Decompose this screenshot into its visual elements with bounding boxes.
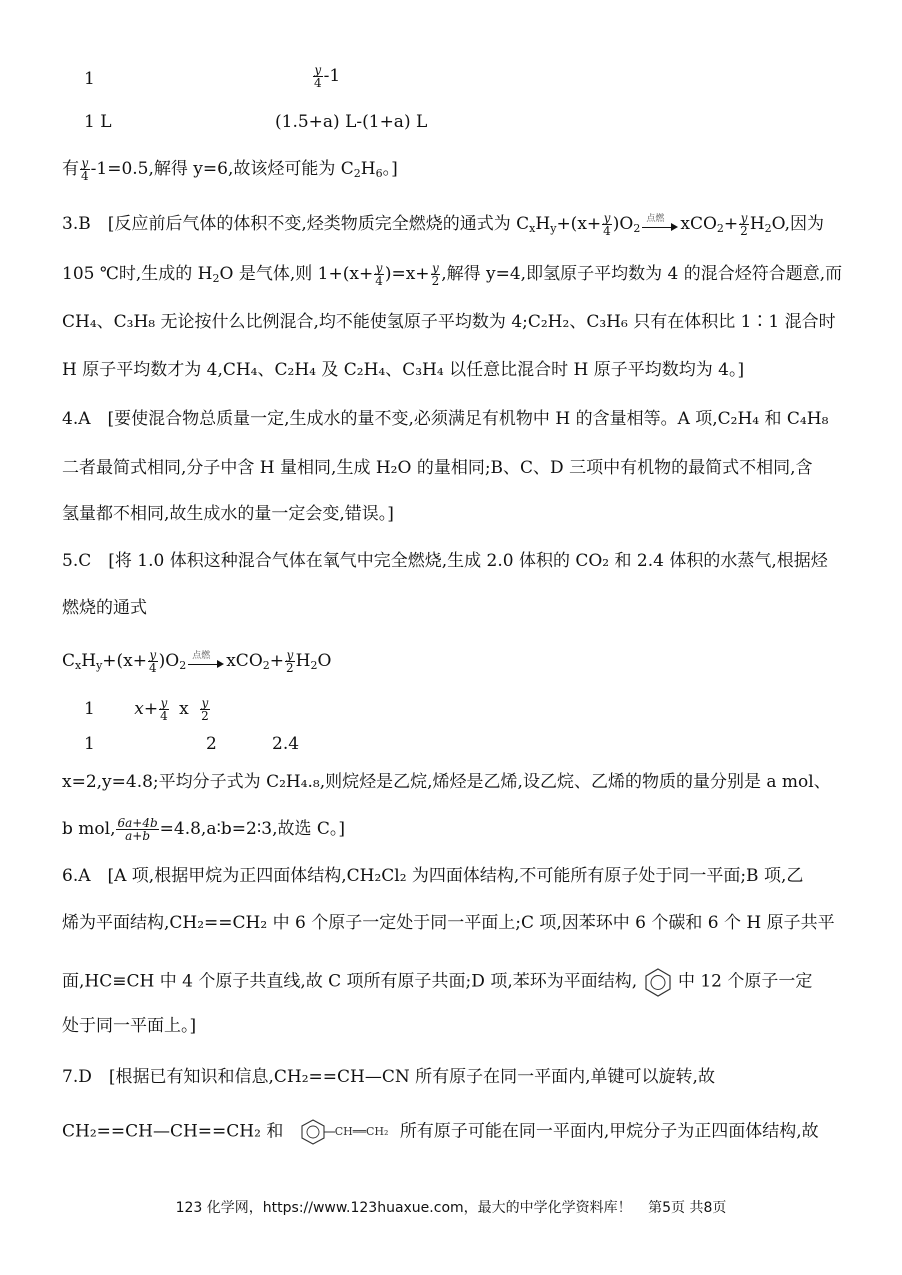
equation: $C_xH_y+(x+$ $\frac{y}{4}$ )$O_2$ 点燃 xCO$_2$+ $\frac{y}{2}$ $H_2O$ [62, 648, 332, 675]
reaction-arrow: 点燃 [642, 218, 678, 232]
table-row: 2.4 [272, 734, 300, 754]
paragraph-line: x=2,y=4.8;平均分子式为 C₂H₄.₈,则烷烃是乙烷,烯烃是乙烯,设乙烷、乙烯的物质的量分别是 a mol、 [62, 772, 831, 792]
benzene-ring-icon [643, 967, 673, 997]
paragraph-line: 3.B [反应前后气体的体积不变,烃类物质完全燃烧的通式为 $C_xH_y+(x+$ $\frac{y}{4}$ )$O_2$ 点燃 xCO$_2$+ $\frac{y}{2}$ $H_2O$,因为 [62, 211, 824, 238]
footer-site: 123 化学网，https://www.123huaxue.com，最大的中学化学资料库！ [175, 1200, 632, 1216]
paragraph-line: H 原子平均数才为 4,CH₄、C₂H₄ 及 C₂H₄、C₃H₄ 以任意比混合时 H 原子平均数均为 4。] [62, 360, 745, 380]
paragraph-line: 6.A [A 项,根据甲烷为正四面体结构,CH₂Cl₂ 为四面体结构,不可能所有原子处于同一平面;B 项,乙 [62, 866, 804, 886]
fraction: $\frac{y}{4}$ [314, 63, 322, 90]
paragraph-line: CH₄、C₃H₈ 无论按什么比例混合,均不能使氢原子平均数为 4;C₂H₂、C₃H₆ 只有在体积比 1∶1 混合时 [62, 312, 836, 332]
page-footer [0, 1197, 902, 1217]
page-number: 第5页 共8页 [648, 1200, 727, 1216]
paragraph-line: 面,HC≡CH 中 4 个原子共直线,故 C 项所有原子共面;D 项,苯环为平面结构, 中 12 个原子一定 [62, 967, 812, 997]
paragraph-line: 5.C [将 1.0 体积这种混合气体在氧气中完全燃烧,生成 2.0 体积的 CO₂ 和 2.4 体积的水蒸气,根据烃 [62, 551, 828, 571]
benzene-ring-icon [295, 1118, 335, 1146]
reaction-arrow: 点燃 [188, 655, 224, 669]
table-row [84, 68, 95, 90]
paragraph-line: 燃烧的通式 [62, 598, 147, 618]
table-row: 2 [206, 734, 217, 754]
paragraph-line: CH₂==CH—CH==CH₂ 和 CH══CH₂ 所有原子可能在同一平面内,甲烷分子为正四面体结构,故 [62, 1118, 819, 1146]
paragraph-line: 二者最简式相同,分子中含 H 量相同,生成 H₂O 的量相同;B、C、D 三项中有机物的最简式不相同,含 [62, 458, 813, 478]
table-row: $\frac{y}{4}$ -1 [314, 63, 341, 90]
paragraph-line: 4.A [要使混合物总质量一定,生成水的量不变,必须满足有机物中 H 的含量相等。A 项,C₂H₄ 和 C₄H₈ [62, 409, 829, 429]
table-row: (1.5+a) L-(1+a) L [275, 112, 428, 132]
styrene-structure: CH══CH₂ [295, 1118, 389, 1146]
paragraph-line: 烯为平面结构,CH₂==CH₂ 中 6 个原子一定处于同一平面上;C 项,因苯环中 6 个碳和 6 个 H 原子共平 [62, 913, 835, 933]
paragraph-line: b mol, $\frac{6a+4b}{a+b}$ =4.8,a∶b=2∶3,故选 C。] [62, 816, 346, 843]
paragraph-line: 有 $\frac{y}{4}$ -1=0.5,解得 y=6,故该烃可能为 $C_2H_6$。] [62, 156, 398, 183]
table-row: 1 [84, 734, 95, 754]
paragraph-line: 氢量都不相同,故生成水的量一定会变,错误。] [62, 504, 394, 524]
paragraph-line: 7.D [根据已有知识和信息,CH₂==CH—CN 所有原子在同一平面内,单键可以旋转,故 [62, 1067, 715, 1087]
paragraph-line: 105 ℃时,生成的 $H_2O$ 是气体,则 1+(x+ $\frac{y}{4}$ )=x+ $\frac{y}{2}$ ,解得 y=4,即氢原子平均数为 4 的混合烃符合题意,而 [62, 261, 843, 288]
table-row: 1 x+ $\frac{y}{4}$ x $\frac{y}{2}$ [84, 696, 209, 723]
table-row: 1 L [84, 112, 112, 132]
table-cell: 1 [84, 69, 95, 89]
paragraph-line: 处于同一平面上。] [62, 1016, 197, 1036]
